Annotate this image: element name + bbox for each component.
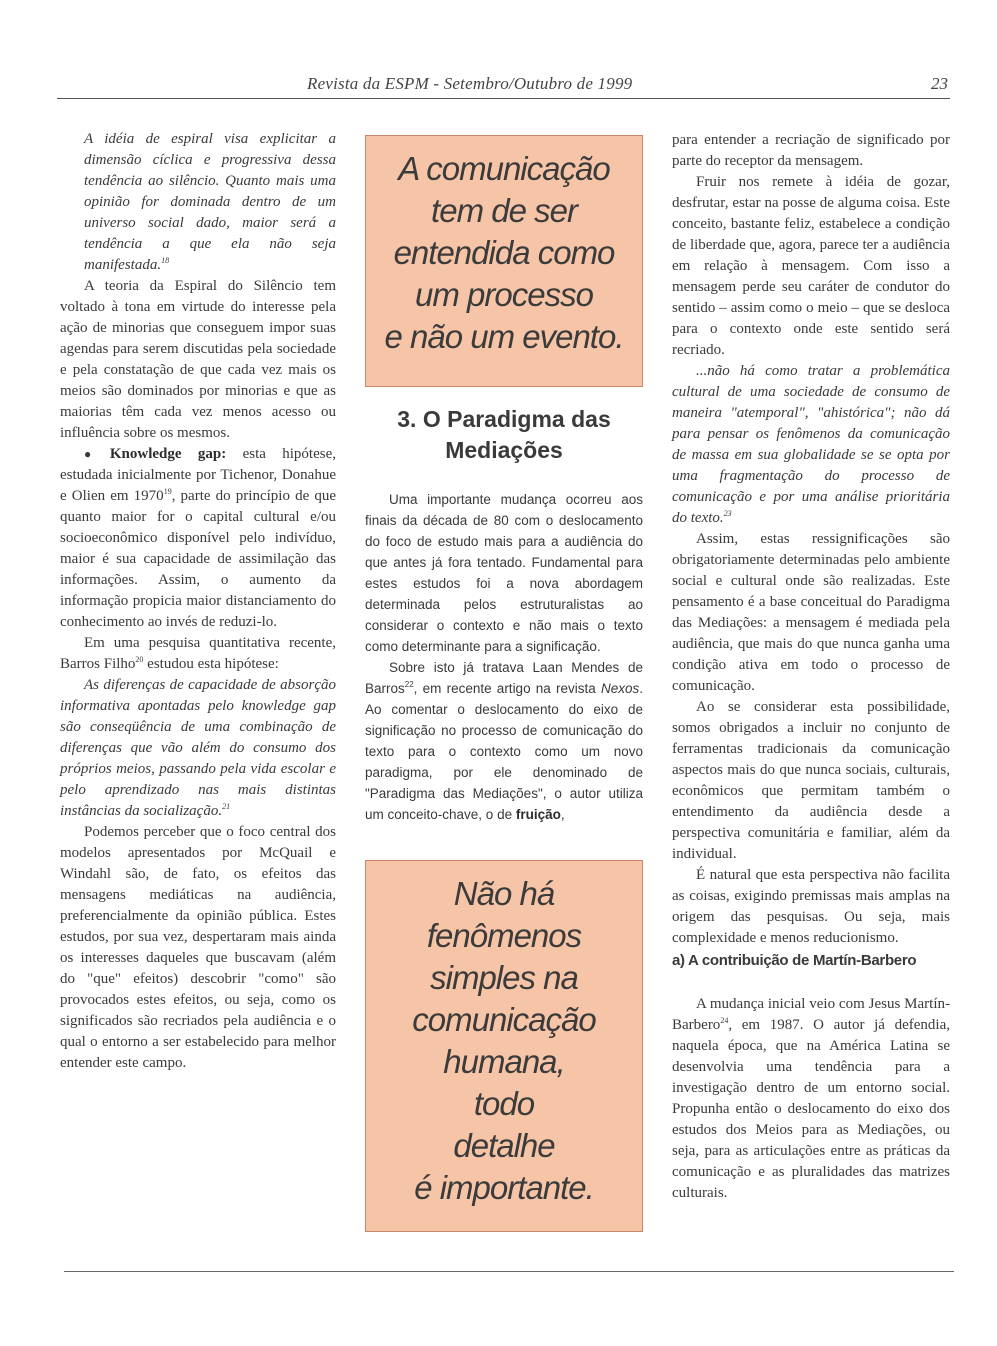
column-left (60, 129, 336, 1074)
paragraph: Ao se considerar esta possibilidade, somos obrigados a incluir no conjunto de ferramentas tradicionais da comunicação aspectos mais do que nunca sociais, culturais, econômicos que permitam também o entendimento da audiência desde a perspectiva comunitária e familiar, além da individual. (672, 699, 950, 862)
paragraph: Em uma pesquisa quantitativa recente, Barros Filho$^{20}$ estudou esta hipótese: (60, 635, 336, 672)
paragraph: A teoria da Espiral do Silêncio tem voltado à tona em virtude do interesse pela ação de minorias que conseguem impor suas agendas para serem discutidas pela sociedade e pela constatação de que cada vez mais os meios são dominados por minorias e que as maiorias têm cada vez menos acesso ou influência sobre os mesmos. (60, 278, 336, 441)
page-number: 23 (931, 74, 948, 93)
paragraph: para entender a recriação de significado por parte do receptor da mensagem. (672, 132, 950, 169)
paragraph: Sobre isto já tratava Laan Mendes de Barros$^{22}$, em recente artigo na revista Nexos. Ao comentar o deslocamento do eixo de significação no processo de comunicação do texto para o contexto como um novo paradigma, por ele denominado de "Paradigma das Mediações", o autor utiliza um conceito-chave, o de fruição, (365, 660, 643, 822)
block-quote: A idéia de espiral visa explicitar a dimensão cíclica e progressiva dessa tendência ao silêncio. Quanto mais uma opinião for dominada dentro de um universo social dado, maior será a tendência a que ela não seja manifestada.$^{18}$ (84, 131, 336, 273)
footer-rule (64, 1271, 954, 1272)
block-quote: As diferenças de capacidade de absorção informativa apontadas pelo knowledge gap são conseqüência de uma combinação de diferenças que vão além do consumo dos próprios meios, passando pela vida escolar e pelo aprendizado nas mais distintas instâncias da socialização.$^{21}$ (60, 677, 336, 819)
bullet-icon: ● (84, 447, 104, 461)
column-middle (365, 489, 643, 825)
subsection-heading: a) A contribuição de Martín-Barbero (672, 952, 917, 969)
term-label: Knowledge gap: (109, 446, 227, 462)
pull-quote: A comunicação tem de ser entendida como um processo e não um evento. (365, 135, 643, 387)
running-header (57, 74, 950, 99)
paragraph: Uma importante mudança ocorreu aos finais da década de 80 com o deslocamento do foco de estudo mais para a audiência do que antes já fora tentado. Fundamental para estes estudos foi a nova abordagem determinada pelos estruturalistas ao considerar o contexto e não mais o texto como determinante para a significação. (365, 492, 643, 654)
block-quote: ...não há como tratar a problemática cultural de uma sociedade de consumo de maneira "atemporal", "ahistórica"; não dá para pensar os fenômenos da comunicação de massa em sua globalidade se se opta por uma fragmentação do processo de comunicação e por uma análise prioritária do texto.$^{23}$ (672, 363, 950, 526)
paragraph: Podemos perceber que o foco central dos modelos apresentados por McQuail e Windahl são, de fato, os efeitos das mensagens mediáticas na audiência, preferencialmente da opinião pública. Estes estudos, por sua vez, despertaram mais ainda os interesses daqueles que buscavam (além do "que" efeitos) descobrir "como" são provocados estes efeitos, ou seja, como os significados são recriados pela audiência e o qual o entorno a ser estabelecido para melhor entender este campo. (60, 824, 336, 1071)
paragraph: Fruir nos remete à idéia de gozar, desfrutar, estar na posse de alguma coisa. Este conceito, bastante feliz, estabelece a condição de liberdade que, agora, parece ter a audiência em relação à mensagem. Com isso a mensagem perde seu caráter de condutor do sentido – assim como o meio – que se desloca para o contexto onde este sentido será recriado. (672, 174, 950, 358)
paragraph: É natural que esta perspectiva não facilita as coisas, exigindo premissas mais amplas na origem das pesquisas. Ou seja, mais complexidade e menos reducionismo. (672, 867, 950, 946)
column-right-continued (672, 994, 950, 1204)
section-heading: 3. O Paradigma das Mediações (397, 406, 611, 463)
paragraph: ● Knowledge gap: esta hipótese, estudada inicialmente por Tichenor, Donahue e Olien em 1970$^{19}$, parte do princípio de que quanto maior for o capital cultural e/ou socioeconômico disponível pelo indivíduo, maior é sua capacidade de assimilação das informações. Assim, o aumento da informação propicia maior distanciamento do conhecimento ao invés de reduzi-lo. (60, 446, 337, 630)
column-right (672, 130, 950, 949)
journal-title: Revista da ESPM - Setembro/Outubro de 1999 (307, 74, 633, 93)
pull-quote: Não há fenômenos simples na comunicação humana, todo detalhe é importante. (365, 860, 643, 1232)
paragraph: Assim, estas ressignificações são obrigatoriamente determinadas pelo ambiente social e cultural onde são realizadas. Este pensamento é a base conceitual do Paradigma das Mediações: a mensagem é mediada pela audiência, que mais do que nunca ganha uma condição ativa em todo o processo de comunicação. (672, 531, 950, 694)
paragraph: A mudança inicial veio com Jesus Martín-Barbero$^{24}$, em 1987. O autor já defendia, naquela época, que na América Latina se desenvolvia uma tendência para a investigação dentro de um entorno social. Propunha então o deslocamento do eixo dos estudos dos Meios para as Mediações, ou seja, para as articulações entre as práticas da comunicação e as pluralidades das matrizes culturais. (672, 996, 950, 1201)
